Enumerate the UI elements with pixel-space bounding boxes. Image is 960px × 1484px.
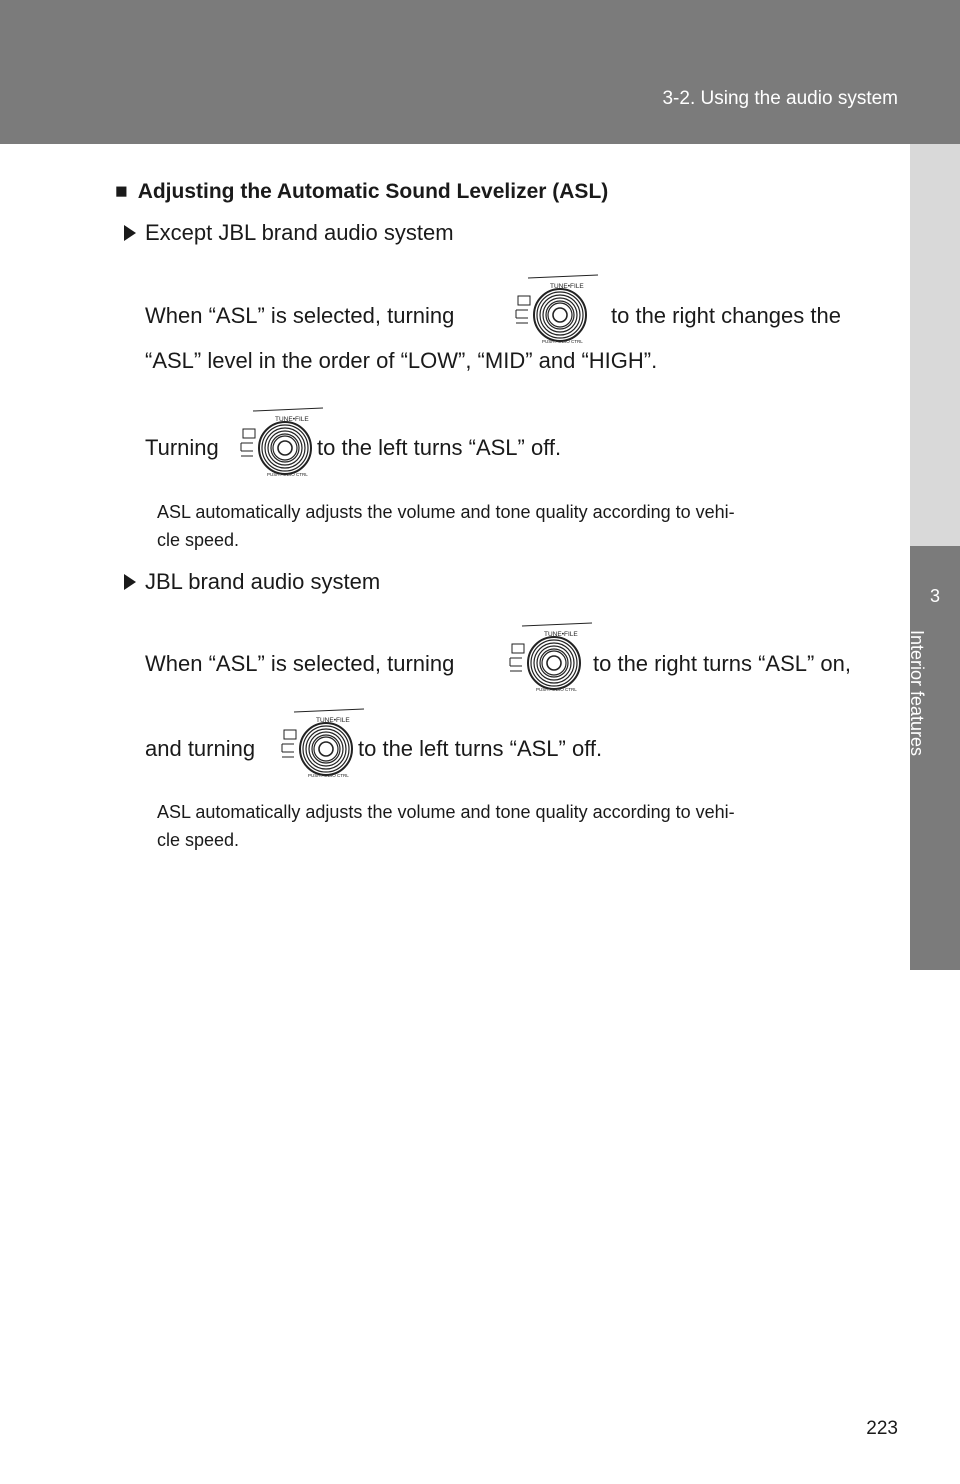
para-line: “ASL” level in the order of “LOW”, “MID” and “HIGH”. — [145, 348, 658, 373]
knob-drawing — [500, 272, 600, 344]
tune-file-knob-icon — [266, 706, 366, 778]
heading-square-marker: ■ — [115, 180, 128, 203]
knob-drawing — [225, 405, 325, 477]
heading-text: Adjusting the Automatic Sound Levelizer (ASL) — [137, 180, 609, 203]
subheading-text: JBL brand audio system — [145, 569, 381, 594]
note-text — [157, 798, 887, 854]
note-line: ASL automatically adjusts the volume and tone quality according to vehi- — [157, 802, 735, 822]
note-line: cle speed. — [157, 530, 240, 550]
knob-top-label: TUNE•FILE — [275, 416, 309, 423]
chapter-label: Interior features — [907, 630, 927, 757]
note-line: cle speed. — [157, 830, 240, 850]
subheading-jbl — [124, 569, 380, 595]
para-line: to the right changes the — [611, 303, 841, 328]
tune-file-knob-icon — [500, 272, 600, 344]
triangle-bullet-icon — [124, 574, 136, 590]
para-line: to the left turns “ASL” off. — [317, 435, 562, 460]
chapter-side-tab — [907, 144, 960, 1484]
knob-top-label: TUNE•FILE — [316, 717, 350, 724]
triangle-bullet-icon — [124, 225, 136, 241]
knob-bottom-label: PUSH AUDIO CTRL — [267, 472, 308, 477]
para-line: to the left turns “ASL” off. — [358, 736, 603, 761]
knob-top-label: TUNE•FILE — [544, 631, 578, 638]
para-line: Turning — [145, 435, 219, 460]
subheading-except-jbl — [124, 220, 454, 246]
note-line: ASL automatically adjusts the volume and tone quality according to vehi- — [157, 502, 735, 522]
header-band — [0, 0, 960, 144]
subheading-text: Except JBL brand audio system — [145, 220, 454, 245]
section-heading — [115, 180, 608, 204]
tune-file-knob-icon — [494, 620, 594, 692]
section-title: 3-2. Using the audio system — [662, 88, 898, 109]
chapter-number: 3 — [929, 586, 940, 606]
para-line: and turning — [145, 736, 256, 761]
knob-drawing — [266, 706, 366, 778]
knob-drawing — [494, 620, 594, 692]
knob-bottom-label: PUSH AUDIO CTRL — [542, 339, 583, 344]
para-line: to the right turns “ASL” on, — [593, 651, 852, 676]
knob-bottom-label: PUSH AUDIO CTRL — [308, 773, 349, 778]
para-line: When “ASL” is selected, turning — [145, 651, 455, 676]
tune-file-knob-icon — [225, 405, 325, 477]
page-number: 223 — [866, 1418, 898, 1439]
knob-top-label: TUNE•FILE — [550, 283, 584, 290]
side-tab-upper — [910, 144, 960, 546]
note-text — [157, 498, 887, 554]
knob-bottom-label: PUSH AUDIO CTRL — [536, 687, 577, 692]
para-line: When “ASL” is selected, turning — [145, 303, 455, 328]
